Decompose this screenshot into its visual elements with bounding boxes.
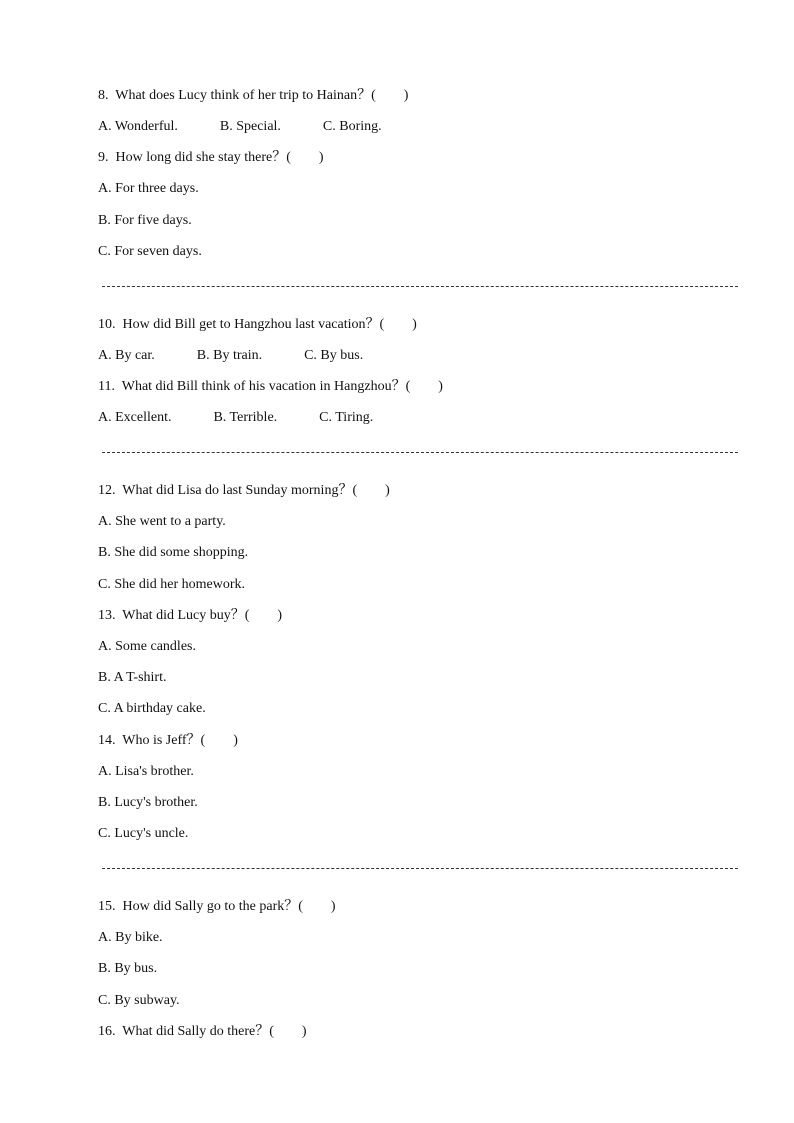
section-divider [102,868,738,869]
question-8-options: A. Wonderful. B. Special. C. Boring. [98,119,382,134]
question-14-text: 14. Who is Jeff？( ) [98,733,238,748]
question-15-option-b: B. By bus. [98,961,158,976]
question-15-option-c: C. By subway. [98,993,180,1008]
question-14-option-b: B. Lucy's brother. [98,795,198,810]
question-11-options: A. Excellent. B. Terrible. C. Tiring. [98,410,374,425]
question-8-text: 8. What does Lucy think of her trip to Hainan？( ) [98,88,409,103]
question-12-option-c: C. She did her homework. [98,577,245,592]
question-9-text: 9. How long did she stay there？( ) [98,150,324,165]
section-divider [102,286,738,287]
question-15-text: 15. How did Sally go to the park？( ) [98,899,336,914]
question-9-option-a: A. For three days. [98,181,199,196]
question-10-options: A. By car. B. By train. C. By bus. [98,348,364,363]
question-14-option-a: A. Lisa's brother. [98,764,194,779]
question-12-option-a: A. She went to a party. [98,514,226,529]
question-13-option-b: B. A T-shirt. [98,670,167,685]
question-11-text: 11. What did Bill think of his vacation in Hangzhou？( ) [98,379,443,394]
question-13-text: 13. What did Lucy buy？( ) [98,608,283,623]
question-14-option-c: C. Lucy's uncle. [98,826,189,841]
question-16-text: 16. What did Sally do there？( ) [98,1024,307,1039]
question-13-option-c: C. A birthday cake. [98,701,206,716]
question-13-option-a: A. Some candles. [98,639,196,654]
section-divider [102,452,738,453]
question-12-text: 12. What did Lisa do last Sunday morning？( ) [98,483,390,498]
question-12-option-b: B. She did some shopping. [98,545,249,560]
question-9-option-c: C. For seven days. [98,244,202,259]
question-15-option-a: A. By bike. [98,930,163,945]
question-9-option-b: B. For five days. [98,213,192,228]
question-10-text: 10. How did Bill get to Hangzhou last vacation？( ) [98,317,417,332]
